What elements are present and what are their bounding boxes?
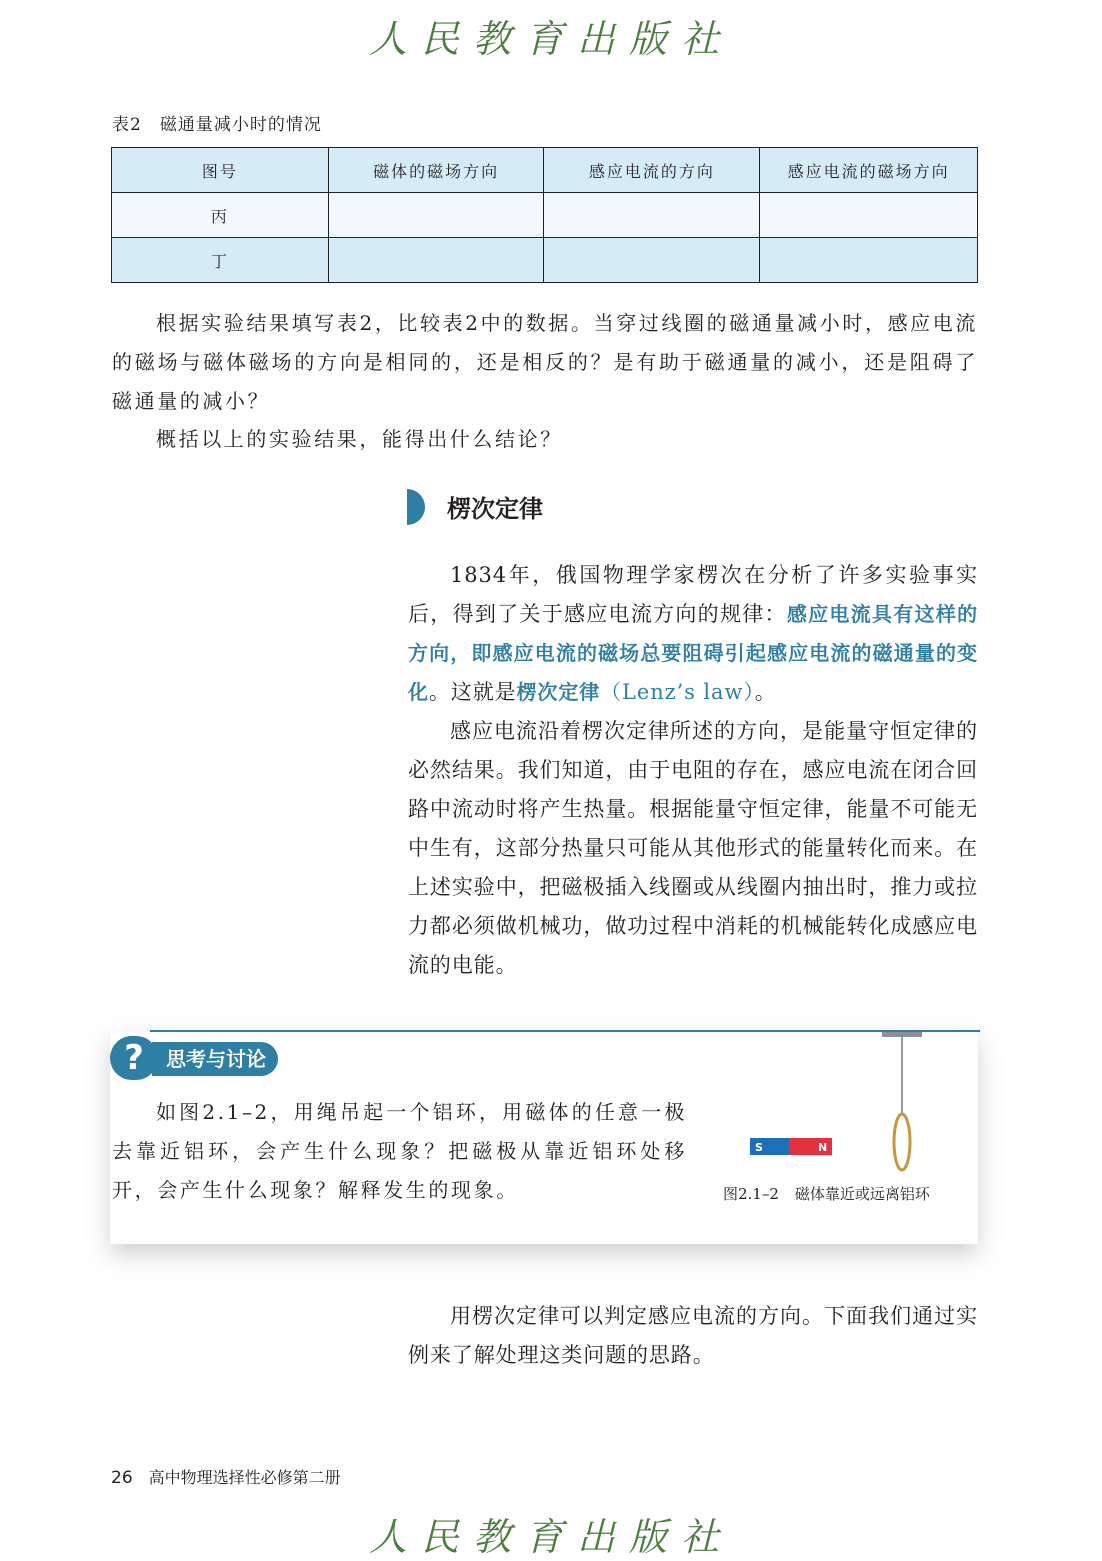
table-header-cell: 磁体的磁场方向 — [328, 148, 544, 193]
aluminum-ring — [894, 1114, 910, 1170]
magnet-ring-figure — [745, 1030, 965, 1180]
table-caption-number: 表2 — [112, 115, 142, 135]
table-cell: 丁 — [112, 238, 329, 283]
publisher-logo-bottom: 人民教育出版社 — [368, 1515, 733, 1559]
publisher-logo-top: 人民教育出版社 — [368, 17, 733, 61]
energy-conservation-paragraph: 感应电流沿着楞次定律所述的方向，是能量守恒定律的必然结果。我们知道，由于电阻的存在，感应电流在闭合回路中流动时将产生热量。根据能量守恒定律，能量不可能无中生有，这部分热量只可能从其他形式的能量转化而来。在上述实验中，把磁极插入线圈或从线圈内抽出时，推力或拉力都必须做机械功，做功过程中消耗的机械能转化成感应电流的电能。 — [408, 719, 978, 977]
table-caption — [112, 110, 322, 135]
table-header-row — [112, 148, 978, 193]
table-header-cell: 图号 — [112, 148, 329, 193]
section-title: 楞次定律 — [447, 495, 543, 523]
paragraph-conclusion-question: 概括以上的实验结果，能得出什么结论？ — [156, 427, 563, 451]
figure-caption — [723, 1183, 930, 1204]
figure-caption-title: 磁体靠近或远离铝环 — [794, 1185, 930, 1203]
table-cell — [328, 193, 544, 238]
table-cell: 丙 — [112, 193, 329, 238]
table-row — [112, 193, 978, 238]
page-footer — [111, 1465, 341, 1488]
lenz-intro-text: 1834年，俄国物理学家楞次在分析了许多实验事实后，得到了关于感应电流方向的规律： — [408, 563, 978, 626]
think-discuss-label: 思考与讨论 — [152, 1042, 278, 1076]
table-cell — [760, 238, 978, 283]
lenz-law-term: 楞次定律 — [516, 680, 601, 704]
table-header-cell: 感应电流的方向 — [544, 148, 760, 193]
lenz-law-statement: 感应电流具有这样的方向，即感应电流的磁场总要阻碍引起感应电流的磁通量的变化 — [408, 602, 978, 704]
paragraph-fill-table: 根据实验结果填写表2，比较表2中的数据。当穿过线圈的磁通量减小时，感应电流的磁场与磁体磁场的方向是相同的，还是相反的？是有助于磁通量的减小，还是阻碍了磁通量的减小？ — [112, 311, 978, 413]
ceiling-mount — [882, 1032, 922, 1037]
magnet-s-label: S — [755, 1141, 763, 1154]
question-icon: ? — [110, 1036, 158, 1080]
table-caption-title: 磁通量减小时的情况 — [159, 115, 322, 135]
magnet-n-label: N — [818, 1141, 828, 1154]
application-paragraph: 用楞次定律可以判定感应电流的方向。下面我们通过实例来了解处理这类问题的思路。 — [408, 1304, 978, 1367]
figure-caption-number: 图2.1–2 — [723, 1185, 779, 1203]
table-header-cell: 感应电流的磁场方向 — [760, 148, 978, 193]
lenz-end-text: 。 — [754, 680, 777, 704]
table-cell — [544, 238, 760, 283]
book-title: 高中物理选择性必修第二册 — [148, 1468, 341, 1487]
table-row — [112, 238, 978, 283]
table-cell — [328, 238, 544, 283]
table-cell — [544, 193, 760, 238]
lenz-law-paragraph — [408, 556, 978, 712]
think-discuss-text: 如图2.1–2，用绳吊起一个铝环，用磁体的任意一极去靠近铝环，会产生什么现象？把磁极从靠近铝环处移开，会产生什么现象？解释发生的现象。 — [112, 1100, 687, 1202]
flux-decrease-table — [111, 147, 978, 283]
page-number: 26 — [111, 1468, 133, 1488]
think-discuss-badge — [110, 1036, 290, 1082]
lenz-law-english: （Lenz’s law） — [600, 680, 755, 704]
table-cell — [760, 193, 978, 238]
lenz-middle-text: 。这就是 — [428, 680, 517, 704]
section-marker-icon — [407, 489, 425, 525]
